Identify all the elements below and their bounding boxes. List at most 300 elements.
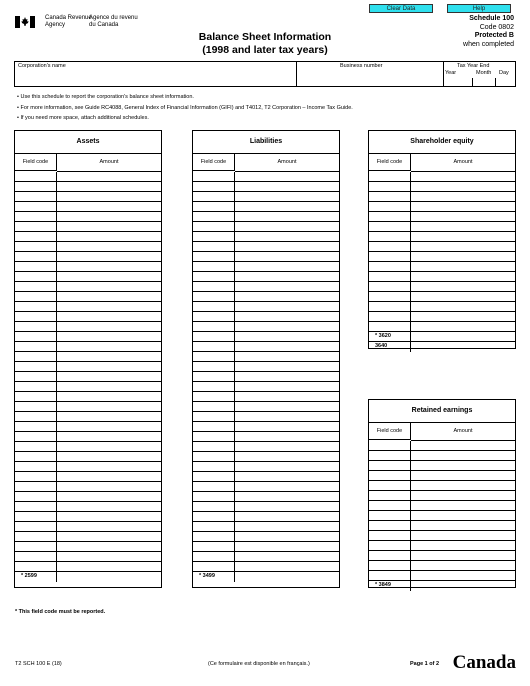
amount-cell[interactable]: [57, 532, 161, 541]
field-code-cell[interactable]: [193, 302, 235, 311]
table-row: [15, 382, 161, 392]
field-code-cell[interactable]: [369, 461, 411, 470]
field-code-cell[interactable]: [15, 462, 57, 471]
table-row: [15, 392, 161, 402]
field-code-cell[interactable]: [193, 392, 235, 401]
table-row: [369, 252, 515, 262]
table-row: [15, 372, 161, 382]
field-code-cell[interactable]: * 2599: [15, 572, 57, 582]
amount-cell[interactable]: [57, 302, 161, 311]
table-row: [15, 442, 161, 452]
field-code-cell[interactable]: [193, 362, 235, 371]
amount-cell[interactable]: [57, 352, 161, 361]
field-code-cell[interactable]: [369, 212, 411, 221]
amount-cell[interactable]: [57, 242, 161, 251]
table-row: [193, 462, 339, 472]
field-code-cell[interactable]: [193, 372, 235, 381]
field-code-cell[interactable]: [193, 292, 235, 301]
amount-cell[interactable]: [411, 332, 515, 341]
field-code-cell[interactable]: [15, 252, 57, 261]
field-code-cell[interactable]: [369, 521, 411, 530]
footnote: * This field code must be reported.: [15, 609, 106, 615]
retained-field-code-header: Field code: [369, 422, 411, 440]
amount-cell[interactable]: [411, 242, 515, 251]
table-row: [15, 562, 161, 572]
amount-cell[interactable]: [411, 491, 515, 500]
amount-cell[interactable]: [235, 242, 339, 251]
amount-cell[interactable]: [235, 552, 339, 561]
table-row: [15, 242, 161, 252]
field-code-cell[interactable]: [15, 312, 57, 321]
amount-cell[interactable]: [411, 272, 515, 281]
field-code-cell[interactable]: [15, 562, 57, 571]
amount-cell[interactable]: [411, 541, 515, 550]
canada-flag-icon: [15, 15, 35, 27]
field-code-cell[interactable]: [193, 402, 235, 411]
amount-cell[interactable]: [411, 571, 515, 580]
field-code-cell[interactable]: [193, 452, 235, 461]
table-row: [15, 502, 161, 512]
field-code-cell[interactable]: [193, 482, 235, 491]
field-code-cell[interactable]: [15, 192, 57, 201]
amount-cell[interactable]: [235, 342, 339, 351]
field-code-cell[interactable]: [193, 272, 235, 281]
amount-cell[interactable]: [411, 581, 515, 591]
field-code-cell[interactable]: * 3849: [369, 581, 411, 591]
field-code-cell[interactable]: [193, 492, 235, 501]
retained-amount-header: Amount: [411, 422, 515, 441]
field-code-cell[interactable]: [193, 522, 235, 531]
table-row: [15, 342, 161, 352]
amount-cell[interactable]: [411, 182, 515, 191]
amount-cell[interactable]: [411, 471, 515, 480]
field-code-cell[interactable]: [369, 242, 411, 251]
amount-cell[interactable]: [411, 481, 515, 490]
amount-cell[interactable]: [57, 392, 161, 401]
table-row: [193, 342, 339, 352]
clear-data-button[interactable]: Clear Data: [369, 4, 433, 13]
amount-cell[interactable]: [235, 332, 339, 341]
table-row: [193, 532, 339, 542]
amount-cell[interactable]: [57, 402, 161, 411]
amount-cell[interactable]: [57, 212, 161, 221]
field-code-cell[interactable]: [193, 382, 235, 391]
amount-cell[interactable]: [235, 312, 339, 321]
table-row: [15, 542, 161, 552]
table-row: [193, 332, 339, 342]
field-code-cell[interactable]: * 3620: [369, 332, 411, 341]
field-code-cell[interactable]: [369, 312, 411, 321]
amount-cell[interactable]: [411, 192, 515, 201]
amount-cell[interactable]: [411, 342, 515, 352]
amount-cell[interactable]: [235, 322, 339, 331]
field-code-cell[interactable]: * 3499: [193, 572, 235, 582]
amount-cell[interactable]: [235, 182, 339, 191]
table-row: [369, 292, 515, 302]
field-code-cell[interactable]: [369, 551, 411, 560]
amount-cell[interactable]: [57, 562, 161, 571]
field-code-cell[interactable]: [15, 422, 57, 431]
equity-field-code-header: Field code: [369, 153, 411, 171]
retained-grid: [369, 441, 515, 591]
amount-cell[interactable]: [235, 462, 339, 471]
field-code-cell[interactable]: [193, 192, 235, 201]
table-row: [369, 471, 515, 481]
amount-cell[interactable]: [235, 362, 339, 371]
liabilities-title: Liabilities: [193, 131, 339, 154]
amount-cell[interactable]: [57, 502, 161, 511]
table-row: [369, 521, 515, 531]
amount-cell[interactable]: [57, 442, 161, 451]
field-code-cell[interactable]: [15, 392, 57, 401]
amount-cell[interactable]: [235, 522, 339, 531]
field-code-cell[interactable]: [193, 442, 235, 451]
field-code-cell[interactable]: [369, 222, 411, 231]
table-row: [193, 432, 339, 442]
assets-grid: [15, 172, 161, 582]
amount-cell[interactable]: [57, 252, 161, 261]
amount-cell[interactable]: [57, 312, 161, 321]
amount-cell[interactable]: [411, 521, 515, 530]
table-row: [369, 551, 515, 561]
retained-earnings-panel: [368, 399, 516, 588]
field-code-cell[interactable]: [15, 442, 57, 451]
tax-year-end-input[interactable]: [444, 77, 515, 86]
amount-cell[interactable]: [57, 342, 161, 351]
field-code-cell[interactable]: [193, 202, 235, 211]
field-code-cell[interactable]: [369, 561, 411, 570]
field-code-cell[interactable]: [15, 362, 57, 371]
amount-cell[interactable]: [57, 482, 161, 491]
amount-cell[interactable]: [235, 352, 339, 361]
amount-cell[interactable]: [235, 442, 339, 451]
field-code-cell[interactable]: [193, 322, 235, 331]
table-row: [193, 522, 339, 532]
amount-cell[interactable]: [57, 542, 161, 551]
liabilities-amount-header: Amount: [235, 153, 339, 172]
field-code-cell[interactable]: [15, 262, 57, 271]
field-code-cell[interactable]: [15, 342, 57, 351]
amount-cell[interactable]: [235, 512, 339, 521]
field-code-cell[interactable]: [369, 451, 411, 460]
field-code-cell[interactable]: [15, 292, 57, 301]
amount-cell[interactable]: [235, 452, 339, 461]
amount-cell[interactable]: [411, 461, 515, 470]
amount-cell[interactable]: [411, 322, 515, 331]
table-row: [193, 222, 339, 232]
table-row: [193, 232, 339, 242]
field-code-cell[interactable]: [193, 532, 235, 541]
amount-cell[interactable]: [411, 172, 515, 181]
liabilities-field-code-header: Field code: [193, 153, 235, 171]
field-code-cell[interactable]: [369, 272, 411, 281]
amount-cell[interactable]: [235, 302, 339, 311]
table-row: [15, 202, 161, 212]
field-code-cell[interactable]: [369, 441, 411, 450]
field-code-cell[interactable]: [193, 312, 235, 321]
table-row: [15, 362, 161, 372]
table-row: [193, 452, 339, 462]
amount-cell[interactable]: [235, 542, 339, 551]
table-row: [369, 342, 515, 352]
field-code-cell[interactable]: [193, 502, 235, 511]
amount-cell[interactable]: [57, 182, 161, 191]
field-code-cell[interactable]: [193, 512, 235, 521]
field-code-cell[interactable]: [193, 342, 235, 351]
field-code-cell[interactable]: [193, 232, 235, 241]
field-code-cell[interactable]: [193, 352, 235, 361]
corporation-name-label: Corporation's name: [18, 63, 66, 69]
field-code-cell[interactable]: 3640: [369, 342, 411, 352]
amount-cell[interactable]: [57, 422, 161, 431]
field-code-cell[interactable]: [15, 452, 57, 461]
field-code-cell[interactable]: [15, 352, 57, 361]
table-row: [15, 182, 161, 192]
field-code-cell[interactable]: [15, 302, 57, 311]
amount-cell[interactable]: [57, 232, 161, 241]
amount-cell[interactable]: [235, 562, 339, 571]
field-code-cell[interactable]: [193, 422, 235, 431]
table-row: [369, 202, 515, 212]
amount-cell[interactable]: [235, 472, 339, 481]
amount-cell[interactable]: [57, 372, 161, 381]
amount-cell[interactable]: [57, 412, 161, 421]
field-code-cell[interactable]: [15, 202, 57, 211]
amount-cell[interactable]: [235, 212, 339, 221]
amount-cell[interactable]: [235, 262, 339, 271]
field-code-cell[interactable]: [15, 282, 57, 291]
amount-cell[interactable]: [411, 531, 515, 540]
amount-cell[interactable]: [235, 252, 339, 261]
amount-cell[interactable]: [57, 292, 161, 301]
table-row: [193, 542, 339, 552]
field-code-cell[interactable]: [15, 322, 57, 331]
amount-cell[interactable]: [57, 462, 161, 471]
corporation-name-input[interactable]: [16, 70, 295, 86]
field-code-cell[interactable]: [369, 322, 411, 331]
field-code-cell[interactable]: [15, 272, 57, 281]
amount-cell[interactable]: [57, 382, 161, 391]
amount-cell[interactable]: [57, 262, 161, 271]
field-code-cell[interactable]: [193, 262, 235, 271]
amount-cell[interactable]: [235, 492, 339, 501]
field-code-cell[interactable]: [193, 282, 235, 291]
field-code-cell[interactable]: [15, 522, 57, 531]
amount-cell[interactable]: [57, 192, 161, 201]
amount-cell[interactable]: [411, 252, 515, 261]
field-code-cell[interactable]: [15, 532, 57, 541]
page-title: Balance Sheet Information (1998 and later tax years): [198, 31, 332, 56]
amount-cell[interactable]: [411, 441, 515, 450]
table-row: [15, 402, 161, 412]
table-row: [15, 222, 161, 232]
field-code-cell[interactable]: [15, 402, 57, 411]
amount-cell[interactable]: [411, 222, 515, 231]
field-code-cell[interactable]: [369, 282, 411, 291]
amount-cell[interactable]: [411, 551, 515, 560]
table-row: [369, 511, 515, 521]
field-code-cell[interactable]: [15, 182, 57, 191]
amount-cell[interactable]: [57, 202, 161, 211]
field-code-cell[interactable]: [193, 332, 235, 341]
field-code-cell[interactable]: [369, 172, 411, 181]
field-code-cell[interactable]: [369, 292, 411, 301]
field-code-cell[interactable]: [193, 182, 235, 191]
amount-cell[interactable]: [235, 432, 339, 441]
field-code-cell[interactable]: [193, 242, 235, 251]
field-code-cell[interactable]: [193, 252, 235, 261]
field-code-cell[interactable]: [369, 252, 411, 261]
month-label: Month: [476, 70, 492, 76]
tax-year-end-label: Tax Year End: [457, 63, 490, 69]
amount-cell[interactable]: [235, 402, 339, 411]
field-code-cell[interactable]: [15, 222, 57, 231]
field-code-cell[interactable]: [15, 332, 57, 341]
amount-cell[interactable]: [235, 502, 339, 511]
field-code-cell[interactable]: [15, 172, 57, 181]
table-row: [369, 312, 515, 322]
table-row: [369, 461, 515, 471]
business-number-input[interactable]: [298, 70, 443, 86]
field-code-cell[interactable]: [15, 552, 57, 561]
amount-cell[interactable]: [235, 482, 339, 491]
amount-cell[interactable]: [57, 222, 161, 231]
amount-cell[interactable]: [57, 322, 161, 331]
field-code-cell[interactable]: [193, 562, 235, 571]
amount-cell[interactable]: [57, 492, 161, 501]
amount-cell[interactable]: [411, 511, 515, 520]
field-code-cell[interactable]: [15, 492, 57, 501]
table-row: [15, 312, 161, 322]
field-code-cell[interactable]: [15, 382, 57, 391]
assets-title: Assets: [15, 131, 161, 154]
amount-cell[interactable]: [411, 262, 515, 271]
field-code-cell[interactable]: [15, 232, 57, 241]
amount-cell[interactable]: [235, 392, 339, 401]
field-code-cell[interactable]: [369, 262, 411, 271]
liabilities-grid: [193, 172, 339, 582]
amount-cell[interactable]: [57, 472, 161, 481]
table-row: [15, 332, 161, 342]
amount-cell[interactable]: [57, 362, 161, 371]
form-id: T2 SCH 100 E (18): [15, 661, 62, 667]
amount-cell[interactable]: [235, 232, 339, 241]
field-code-cell[interactable]: [15, 502, 57, 511]
amount-cell[interactable]: [235, 272, 339, 281]
canada-wordmark: Canada: [452, 652, 516, 673]
table-row: [369, 571, 515, 581]
table-row: [15, 432, 161, 442]
table-row: [193, 412, 339, 422]
table-row: [369, 232, 515, 242]
field-code-cell[interactable]: [193, 472, 235, 481]
amount-cell[interactable]: [57, 282, 161, 291]
field-code-cell[interactable]: [369, 232, 411, 241]
field-code-cell[interactable]: [15, 242, 57, 251]
amount-cell[interactable]: [411, 202, 515, 211]
amount-cell[interactable]: [411, 561, 515, 570]
field-code-cell[interactable]: [15, 212, 57, 221]
amount-cell[interactable]: [235, 532, 339, 541]
table-row: [193, 262, 339, 272]
amount-cell[interactable]: [57, 332, 161, 341]
amount-cell[interactable]: [235, 222, 339, 231]
table-row: [193, 252, 339, 262]
amount-cell[interactable]: [411, 232, 515, 241]
field-code-cell[interactable]: [369, 471, 411, 480]
amount-cell[interactable]: [411, 212, 515, 221]
amount-cell[interactable]: [57, 552, 161, 561]
amount-cell[interactable]: [411, 312, 515, 321]
amount-cell[interactable]: [411, 302, 515, 311]
amount-cell[interactable]: [57, 432, 161, 441]
field-code-cell[interactable]: [193, 172, 235, 181]
field-code-cell[interactable]: [15, 412, 57, 421]
amount-cell[interactable]: [235, 282, 339, 291]
amount-cell[interactable]: [57, 452, 161, 461]
table-row: [369, 531, 515, 541]
field-code-cell[interactable]: [369, 571, 411, 580]
amount-cell[interactable]: [235, 412, 339, 421]
amount-cell[interactable]: [235, 292, 339, 301]
amount-cell[interactable]: [411, 501, 515, 510]
field-code-cell[interactable]: [15, 432, 57, 441]
amount-cell[interactable]: [57, 572, 161, 582]
field-code-cell[interactable]: [369, 202, 411, 211]
amount-cell[interactable]: [411, 282, 515, 291]
field-code-cell[interactable]: [193, 222, 235, 231]
help-button[interactable]: Help: [447, 4, 511, 13]
field-code-cell[interactable]: [193, 462, 235, 471]
field-code-cell[interactable]: [369, 491, 411, 500]
amount-cell[interactable]: [235, 202, 339, 211]
agency-name-en: Canada Revenue Agency: [45, 15, 92, 28]
field-code-cell[interactable]: [369, 541, 411, 550]
field-code-cell[interactable]: [193, 552, 235, 561]
field-code-cell[interactable]: [15, 542, 57, 551]
field-code-cell[interactable]: [369, 481, 411, 490]
amount-cell[interactable]: [411, 451, 515, 460]
field-code-cell[interactable]: [369, 511, 411, 520]
amount-cell[interactable]: [235, 172, 339, 181]
field-code-cell[interactable]: [15, 482, 57, 491]
amount-cell[interactable]: [57, 172, 161, 181]
amount-cell[interactable]: [57, 522, 161, 531]
field-code-cell[interactable]: [369, 182, 411, 191]
amount-cell[interactable]: [235, 382, 339, 391]
amount-cell[interactable]: [235, 372, 339, 381]
amount-cell[interactable]: [235, 572, 339, 582]
field-code-cell[interactable]: [15, 372, 57, 381]
field-code-cell[interactable]: [193, 542, 235, 551]
field-code-cell[interactable]: [369, 302, 411, 311]
field-code-cell[interactable]: [15, 512, 57, 521]
field-code-cell[interactable]: [369, 192, 411, 201]
field-code-cell[interactable]: [193, 212, 235, 221]
amount-cell[interactable]: [57, 512, 161, 521]
amount-cell[interactable]: [411, 292, 515, 301]
table-row: [369, 262, 515, 272]
field-code-cell[interactable]: [369, 501, 411, 510]
field-code-cell[interactable]: [193, 412, 235, 421]
field-code-cell[interactable]: [369, 531, 411, 540]
field-code-cell[interactable]: [15, 472, 57, 481]
amount-cell[interactable]: [235, 422, 339, 431]
amount-cell[interactable]: [57, 272, 161, 281]
amount-cell[interactable]: [235, 192, 339, 201]
table-row: [193, 312, 339, 322]
field-code-cell[interactable]: [193, 432, 235, 441]
